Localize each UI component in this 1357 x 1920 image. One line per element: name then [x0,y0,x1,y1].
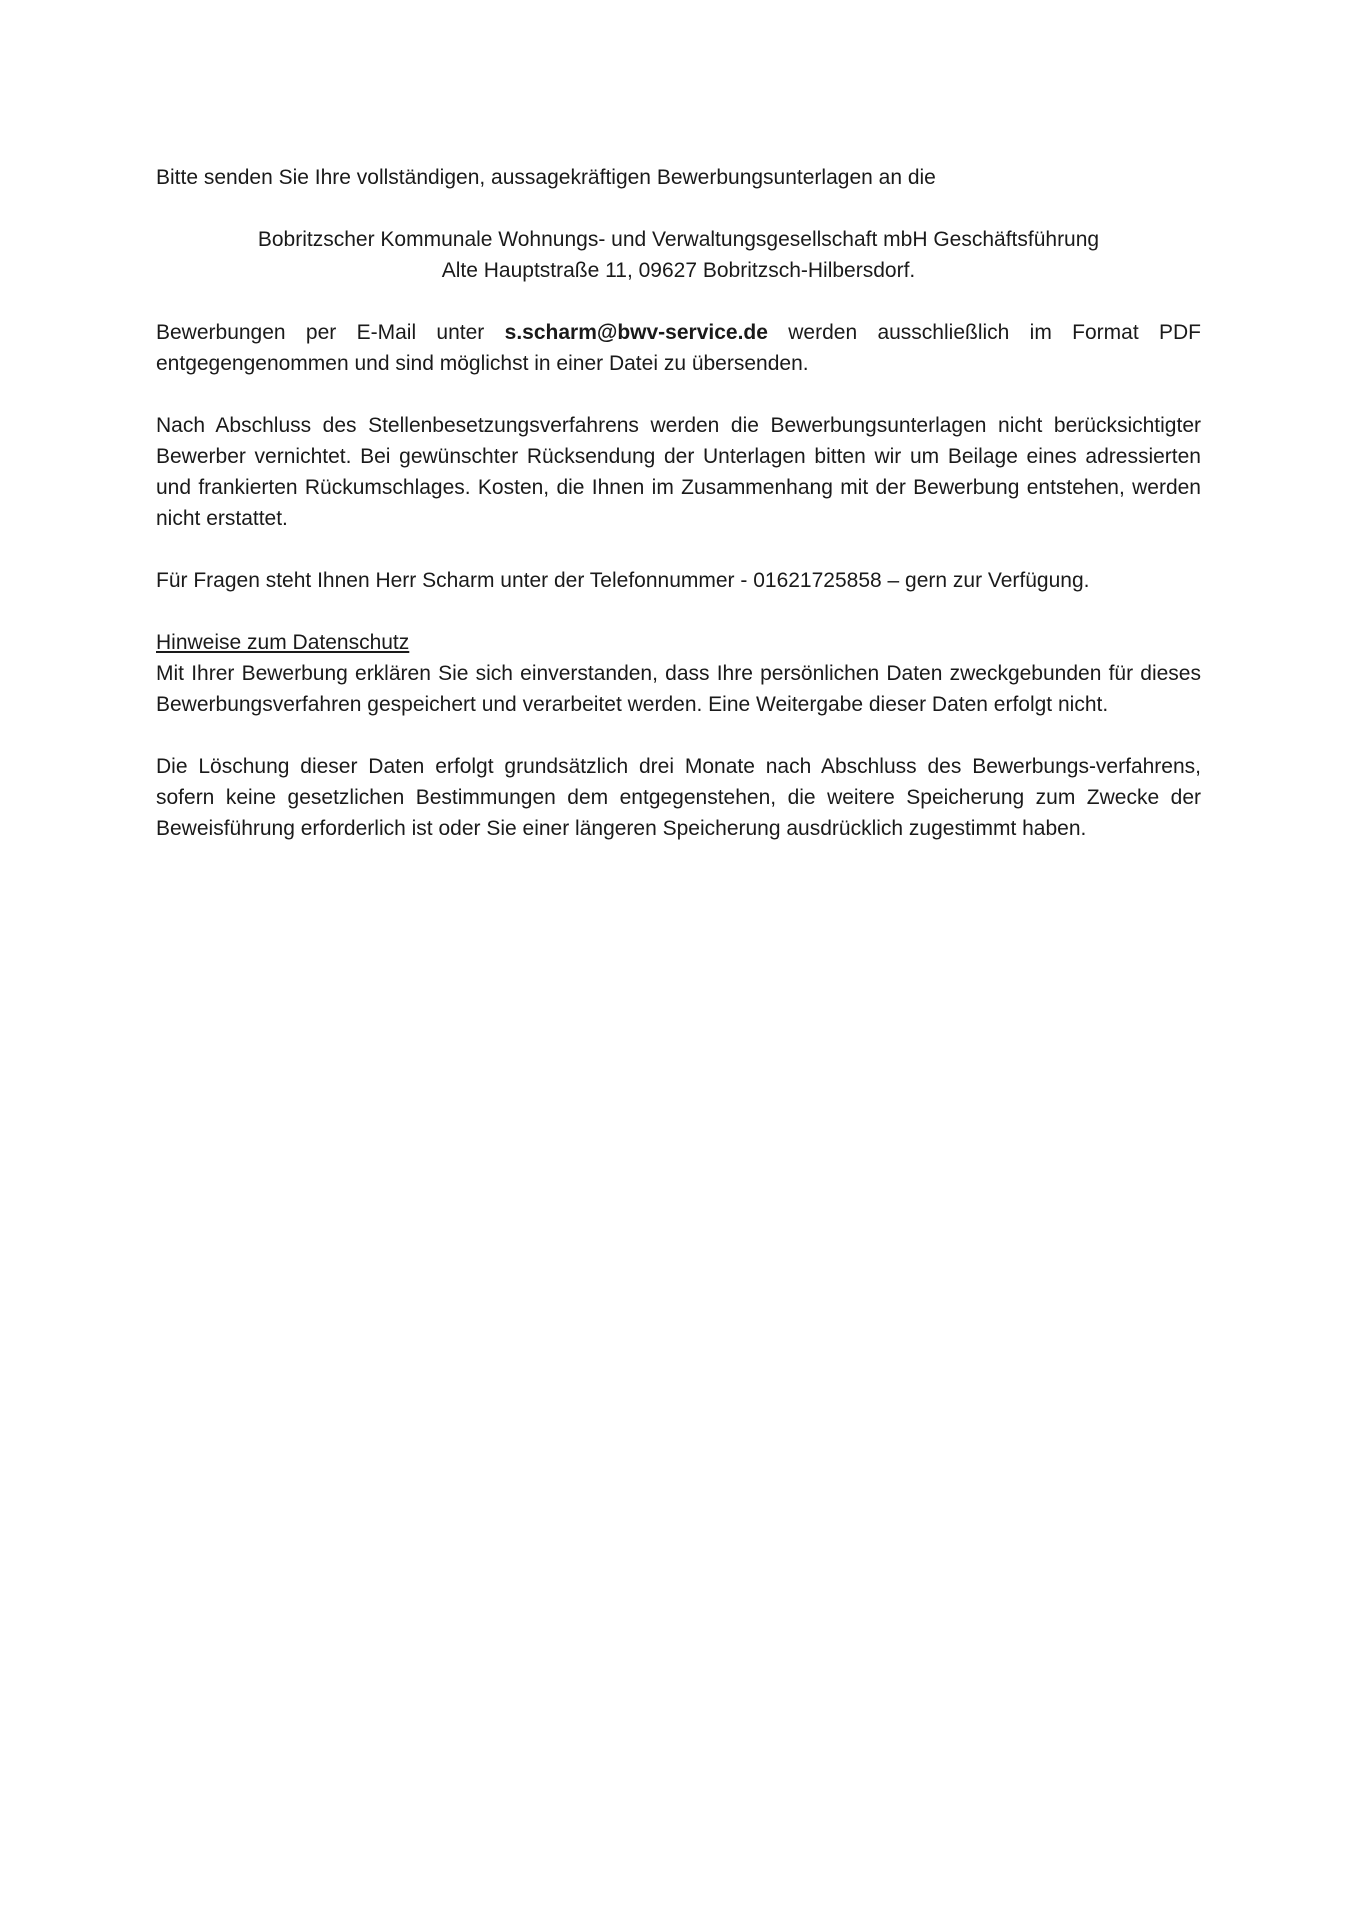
document-page [156,162,1201,875]
privacy-text: Mit Ihrer Bewerbung erklären Sie sich einverstanden, dass Ihre persönlichen Daten zweckgebunden für dieses Bewerbungsverfahren gespeichert und verarbeitet werden. Eine Weitergabe dieser Daten erfolgt nicht. [156,662,1201,716]
email-paragraph-after: werden ausschließlich im Format PDF entgegengenommen und sind möglichst in einer Datei zu übersenden. [156,321,1201,375]
privacy-heading: Hinweise zum Datenschutz [156,631,410,654]
address-block [156,224,1201,286]
address-line-street: Alte Hauptstraße 11, 09627 Bobritzsch-Hilbersdorf. [441,259,916,282]
return-paragraph: Nach Abschluss des Stellenbesetzungsverfahrens werden die Bewerbungsunterlagen nicht berücksichtigter Bewerber vernichtet. Bei gewünschter Rücksendung der Unterlagen bitten wir um Beilage eines adressierten und frankierten Rückumschlages. Kosten, die Ihnen im Zusammenhang mit der Bewerbung entstehen, werden nicht erstattet. [156,414,1201,530]
address-line-company: Bobritzscher Kommunale Wohnungs- und Verwaltungsgesellschaft mbH Geschäftsführung [257,228,1100,251]
email-address: s.scharm@bwv-service.de [504,321,768,344]
email-paragraph-before: Bewerbungen per E-Mail unter [156,321,505,344]
privacy-section [156,627,1201,720]
email-paragraph [156,317,1201,379]
contact-paragraph: Für Fragen steht Ihnen Herr Scharm unter der Telefonnummer - 01621725858 – gern zur Verfügung. [156,569,1090,592]
intro-paragraph: Bitte senden Sie Ihre vollständigen, aussagekräftigen Bewerbungsunterlagen an die [156,166,936,189]
deletion-paragraph: Die Löschung dieser Daten erfolgt grundsätzlich drei Monate nach Abschluss des Bewerbungs-verfahrens, sofern keine gesetzlichen Bestimmungen dem entgegenstehen, die weitere Speicherung zum Zwecke der Beweisführung erforderlich ist oder Sie einer längeren Speicherung ausdrücklich zugestimmt haben. [156,755,1201,840]
